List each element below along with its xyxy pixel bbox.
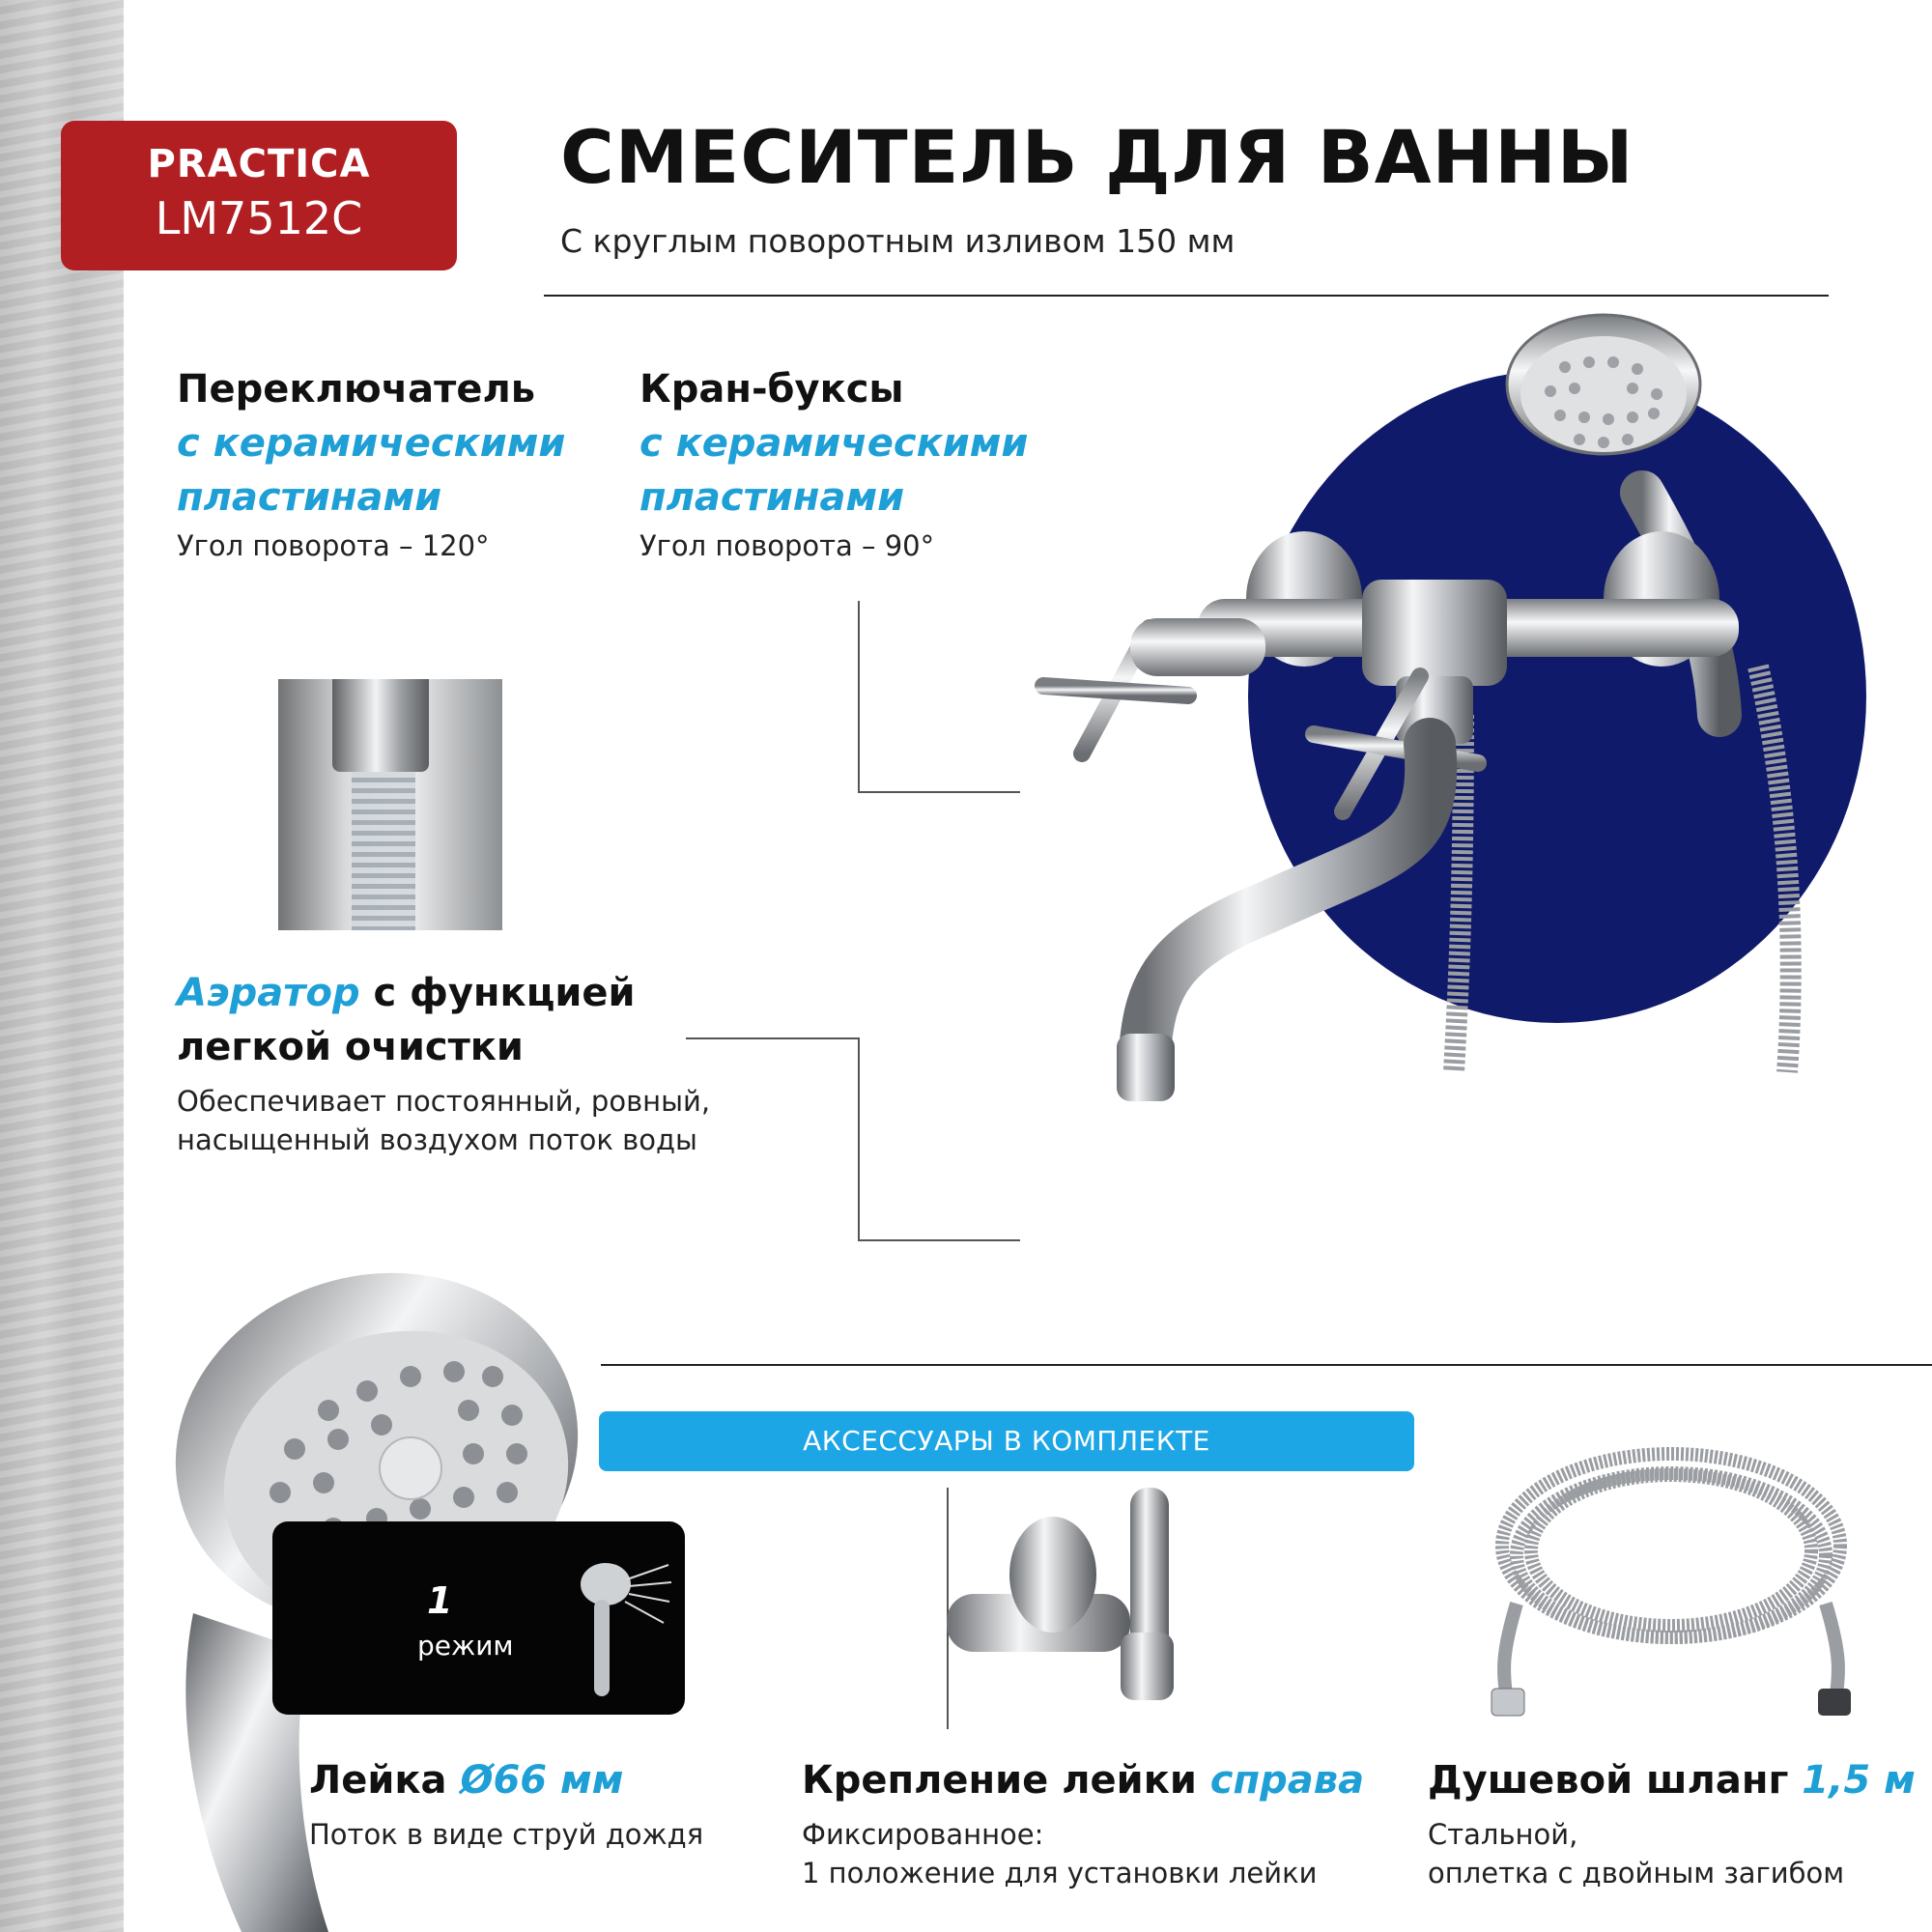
feature-switch-accent-1: с керамическими [177, 421, 566, 466]
page-subtitle: С круглым поворотным изливом 150 мм [560, 222, 1236, 260]
accessory-hose-title: Душевой шланг [1428, 1758, 1803, 1803]
accessory-holder-desc-1: Фиксированное: [802, 1818, 1044, 1851]
mode-count: 1 [427, 1579, 453, 1622]
feature-aerator-accent: Аэратор [177, 971, 360, 1015]
accessory-shower-head-accent: Ø66 мм [460, 1758, 624, 1803]
feature-valves-accent-1: с керамическими [639, 421, 1029, 466]
feature-valves [639, 362, 1028, 565]
callout-line-valves-vertical [858, 601, 860, 792]
callout-line-valves-horizontal [858, 791, 1020, 793]
accessory-hose-accent: 1,5 м [1802, 1758, 1916, 1803]
water-stream [352, 772, 415, 930]
feature-valves-title: Кран-буксы [639, 367, 904, 412]
spray-mode-card [272, 1521, 685, 1715]
accessories-divider [601, 1364, 1932, 1366]
accessory-hose-desc-1: Стальной, [1428, 1818, 1578, 1851]
feature-switch [177, 362, 565, 565]
model-number: LM7512C [155, 192, 363, 244]
callout-line-aerator-vertical [858, 1037, 860, 1240]
callout-line-aerator-bottom [858, 1239, 1020, 1241]
feature-aerator-desc-2: насыщенный воздухом поток воды [177, 1123, 697, 1156]
feature-valves-desc: Угол поворота – 90° [639, 529, 935, 562]
feature-valves-accent-2: пластинами [639, 475, 905, 520]
mode-label: режим [417, 1630, 514, 1662]
header-divider [544, 295, 1829, 297]
feature-switch-accent-2: пластинами [177, 475, 442, 520]
feature-switch-title: Переключатель [177, 367, 536, 412]
feature-aerator [177, 966, 710, 1159]
accessory-holder-accent: справа [1209, 1758, 1365, 1803]
feature-aerator-desc-1: Обеспечивает постоянный, ровный, [177, 1085, 711, 1118]
brand-name: PRACTICA [147, 142, 371, 186]
accessory-shower-head-desc: Поток в виде струй дождя [309, 1818, 704, 1851]
concrete-texture-strip [0, 0, 124, 1932]
accessories-banner: АКСЕССУАРЫ В КОМПЛЕКТЕ [599, 1411, 1414, 1471]
accessory-holder [802, 1753, 1364, 1892]
accessory-shower-head [309, 1753, 703, 1854]
aerator-photo [278, 679, 502, 930]
page-title: СМЕСИТЕЛЬ ДЛЯ ВАННЫ [560, 114, 1634, 200]
accessory-hose [1428, 1753, 1916, 1892]
mini-shower-icon [567, 1555, 673, 1700]
accessory-shower-head-title: Лейка [309, 1758, 461, 1803]
accessory-holder-title: Крепление лейки [802, 1758, 1210, 1803]
feature-aerator-title: с функцией [359, 971, 636, 1015]
callout-line-aerator-top [686, 1037, 860, 1039]
feature-switch-desc: Угол поворота – 120° [177, 529, 490, 562]
shower-hose-image [1478, 1439, 1864, 1729]
aerator-nozzle [332, 679, 429, 772]
accessory-holder-desc-2: 1 положение для установки лейки [802, 1857, 1318, 1889]
brand-badge [61, 121, 457, 270]
faucet-product-image [1024, 309, 1932, 1372]
feature-aerator-title-2: легкой очистки [177, 1025, 524, 1069]
accessory-hose-desc-2: оплетка с двойным загибом [1428, 1857, 1845, 1889]
shower-holder-image [947, 1488, 1198, 1729]
